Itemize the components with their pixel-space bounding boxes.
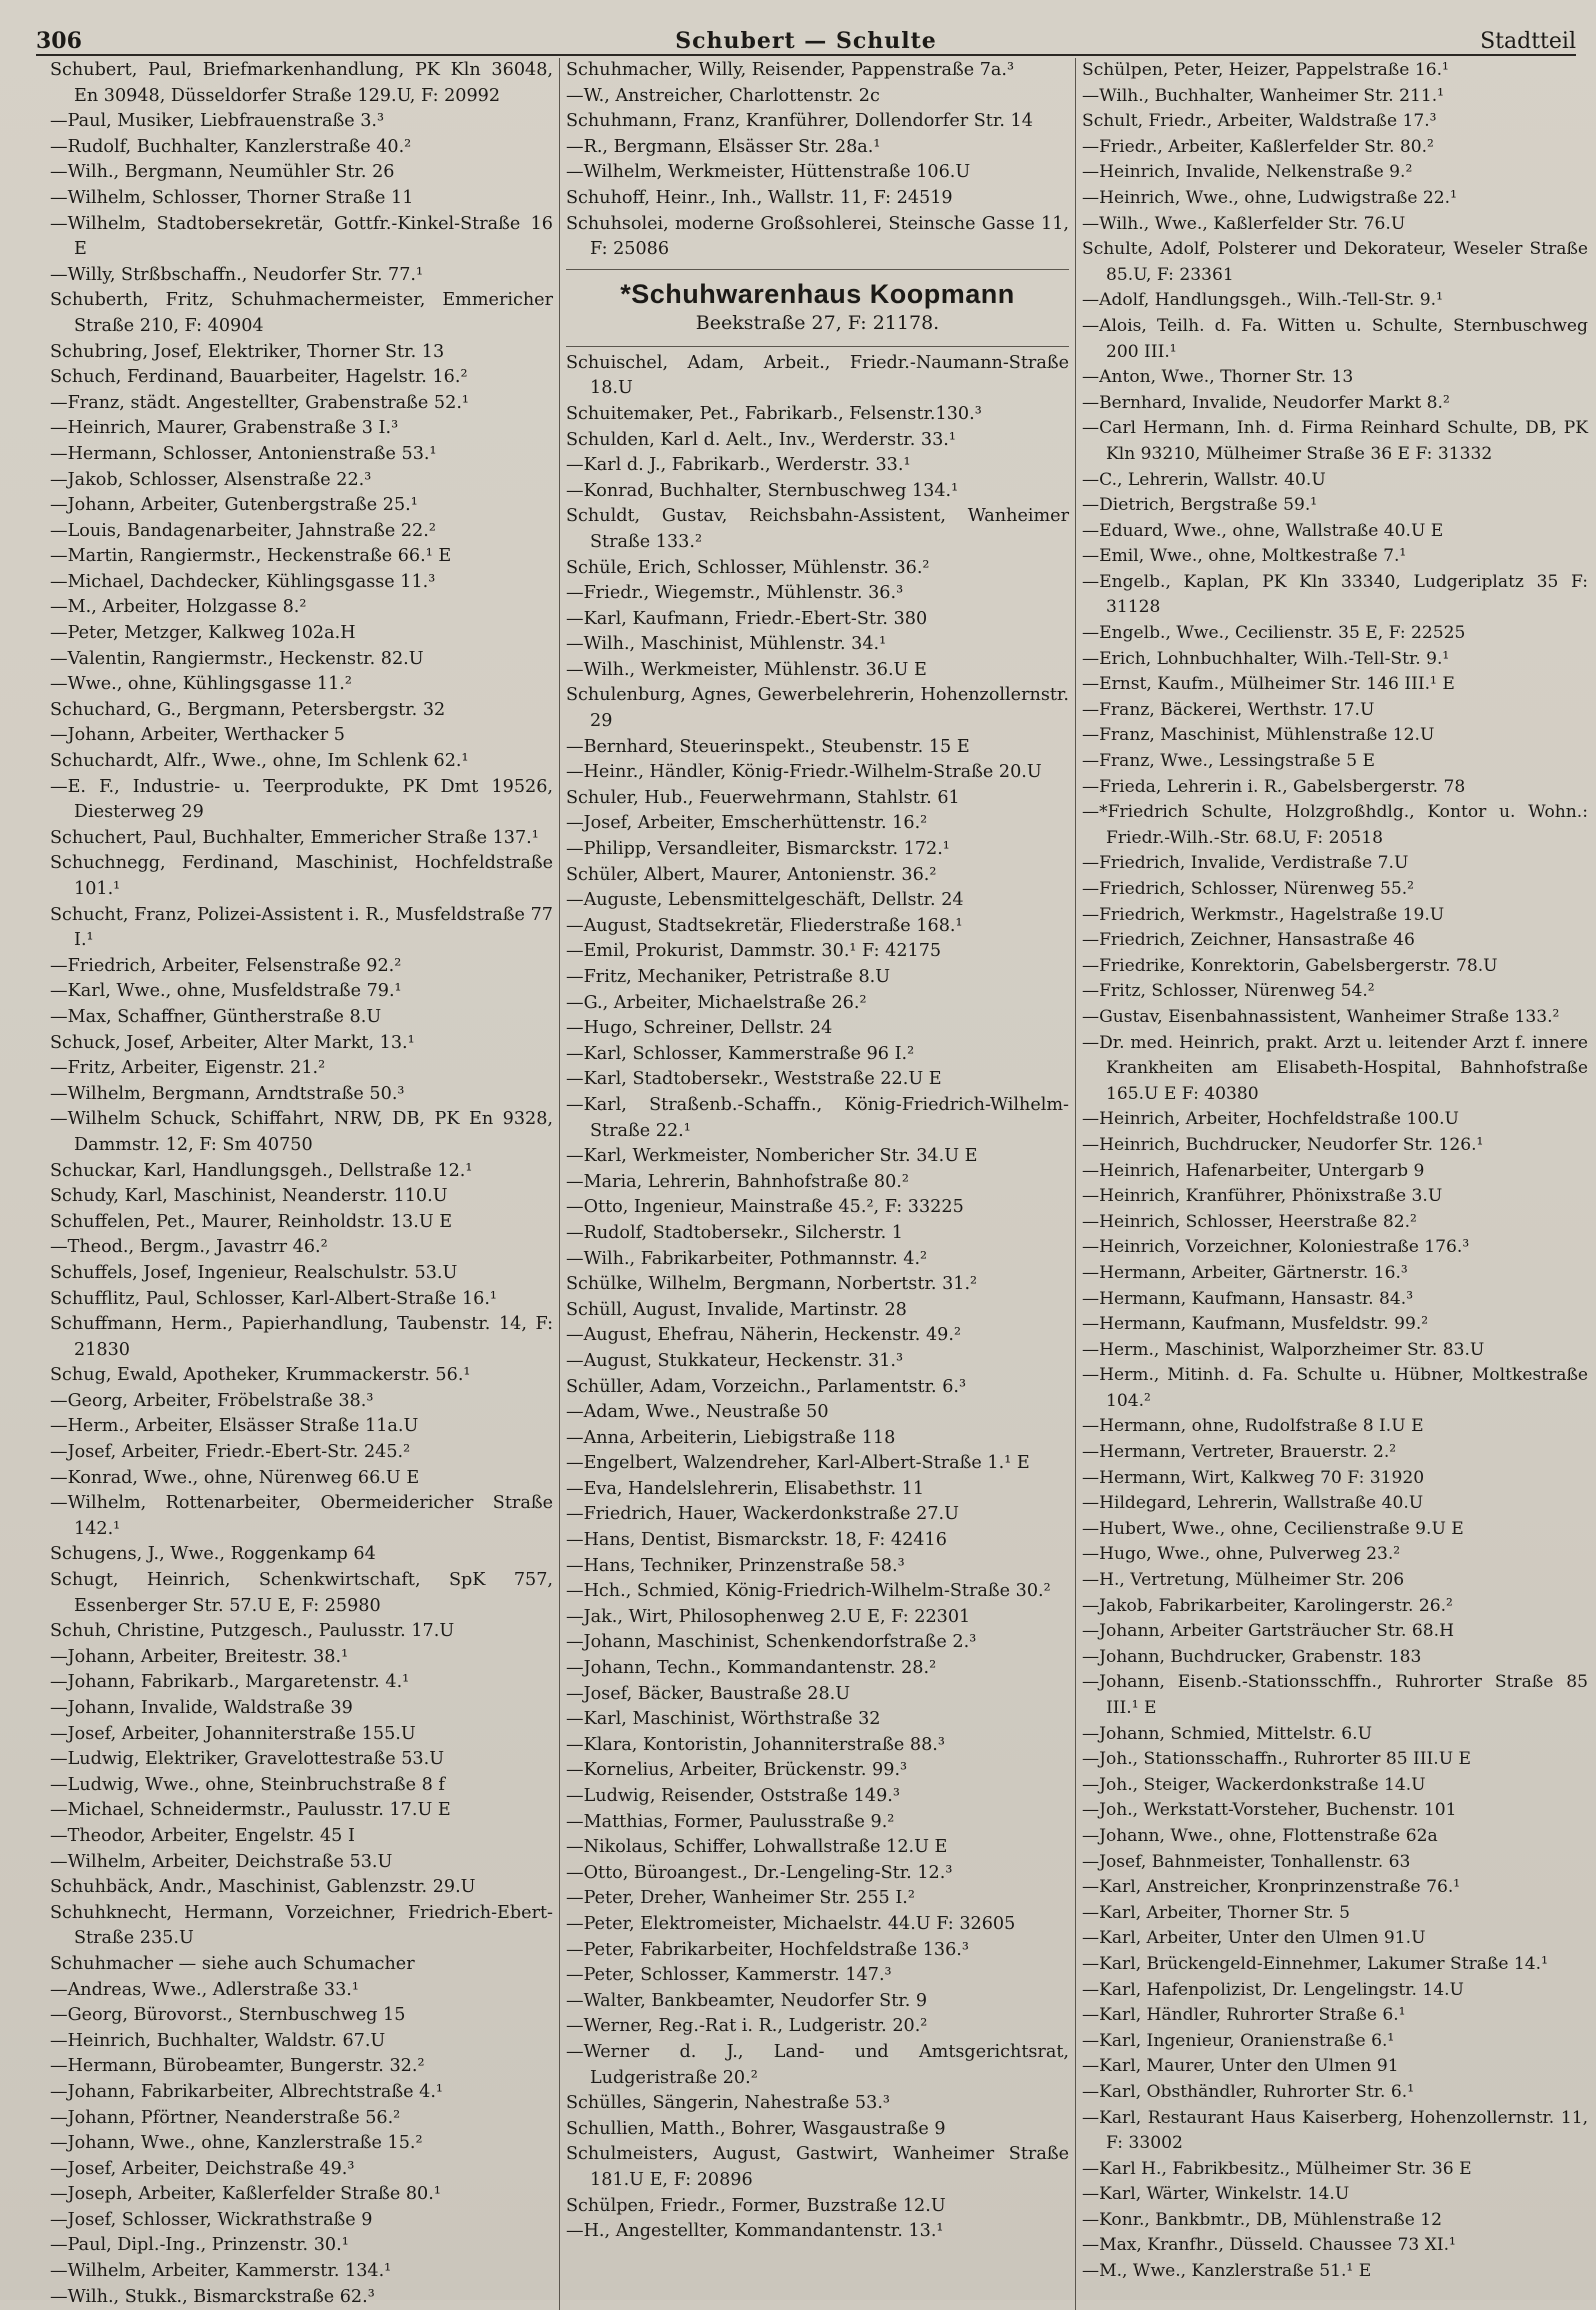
directory-entry: —Karl, Stadtobersekr., Weststraße 22.U E [566,1069,942,1090]
directory-entry: —Werner d. J., Land- und Amtsgerichtsrat, Ludgeristraße 20.² [566,2041,1069,2088]
directory-entry: Schulden, Karl d. Aelt., Inv., Werderstr. 33.¹ [566,429,956,450]
directory-entry: —Dietrich, Bergstraße 59.¹ [1082,495,1318,516]
directory-entry: Schubert, Paul, Briefmarkenhandlung, PK Kln 36048, En 30948, Düsseldorfer Straße 129.U, F: 20992 [50,60,553,106]
directory-entry: Schuch, Ferdinand, Bauarbeiter, Hagelstr. 16.² [50,367,468,388]
directory-entry: —Johann, Wwe., ohne, Flottenstraße 62a [1082,1825,1438,1846]
directory-entry: —Wilh., Wwe., Kaßlerfelder Str. 76.U [1082,213,1406,234]
directory-entry: —Fritz, Arbeiter, Eigenstr. 21.² [50,1058,326,1079]
ad-address: Beekstraße 27, F: 21178. [695,311,940,334]
directory-entry: —H., Vertretung, Mülheimer Str. 206 [1082,1570,1405,1591]
directory-entry: —Heinrich, Maurer, Grabenstraße 3 I.³ [50,418,399,439]
directory-entry: —Hugo, Schreiner, Dellstr. 24 [566,1018,833,1039]
directory-entry: —Konr., Bankbmtr., DB, Mühlenstraße 12 [1082,2209,1443,2230]
directory-entry: Schülpen, Peter, Heizer, Pappelstraße 16.¹ [1082,60,1449,80]
advertisement [566,269,1069,347]
directory-entry: Schulte, Adolf, Polsterer und Dekorateur, Weseler Straße 85.U, F: 23361 [1082,239,1588,285]
directory-entry: —Friedrich, Arbeiter, Felsenstraße 92.² [50,955,402,976]
directory-entry: —Hermann, Arbeiter, Gärtnerstr. 16.³ [1082,1262,1408,1283]
directory-entry: —August, Ehefrau, Näherin, Heckenstr. 49.² [566,1325,962,1346]
directory-entry: —Karl, Arbeiter, Unter den Ulmen 91.U [1082,1928,1426,1949]
directory-entry: —Wilh., Maschinist, Mühlenstr. 34.¹ [566,634,887,655]
columns [44,58,1588,2307]
directory-entry: Schuitemaker, Pet., Fabrikarb., Felsenstr.130.³ [566,403,982,424]
directory-entry: —Karl, Maurer, Unter den Ulmen 91 [1082,2056,1399,2077]
page-header [36,14,1576,56]
directory-entry: —Heinrich, Buchdrucker, Neudorfer Str. 126.¹ [1082,1134,1484,1155]
directory-entry: —Max, Schaffner, Güntherstraße 8.U [50,1006,382,1027]
directory-entry: —Friedrich, Schlosser, Nürenweg 55.² [1082,879,1415,899]
directory-entry: —Rudolf, Buchhalter, Kanzlerstraße 40.² [50,136,412,157]
directory-entry: —Johann, Pförtner, Neanderstraße 56.² [50,2107,401,2128]
directory-entry: Schug, Ewald, Apotheker, Krummackerstr. 56.¹ [50,1365,471,1386]
directory-entry: —Nikolaus, Schiffer, Lohwallstraße 12.U E [566,1837,948,1858]
directory-entry: —Adolf, Handlungsgeh., Wilh.-Tell-Str. 9.¹ [1082,290,1443,311]
directory-entry: —Wilhelm Schuck, Schiffahrt, NRW, DB, PK En 9328, Dammstr. 12, F: Sm 40750 [50,1109,553,1155]
directory-entry: —Hermann, Kaufmann, Hansastr. 84.³ [1082,1288,1414,1309]
directory-entry: —Karl, Kaufmann, Friedr.-Ebert-Str. 380 [566,608,928,629]
directory-entry: —Hildegard, Lehrerin, Wallstraße 40.U [1082,1493,1424,1514]
directory-entry: —Hermann, Wirt, Kalkweg 70 F: 31920 [1082,1467,1425,1488]
directory-entry: —Georg, Bürovorst., Sternbuschweg 15 [50,2005,406,2026]
directory-entry: Schuhsolei, moderne Großsohlerei, Steinsche Gasse 11, F: 25086 [566,213,1069,260]
directory-entry: Schuhbäck, Andr., Maschinist, Gablenzstr. 29.U [50,1877,476,1898]
directory-entry: —Erich, Lohnbuchhalter, Wilh.-Tell-Str. 9.¹ [1082,648,1450,669]
directory-entry: —Karl, Wärter, Winkelstr. 14.U [1082,2184,1350,2205]
directory-entry: —Valentin, Rangiermstr., Heckenstr. 82.U [50,648,424,669]
directory-entry: —Konrad, Wwe., ohne, Nürenweg 66.U E [50,1467,420,1488]
directory-entry: —Josef, Bäcker, Baustraße 28.U [566,1683,851,1704]
directory-entry: —Johann, Arbeiter, Werthacker 5 [50,725,345,746]
directory-entry: —Michael, Schneidermstr., Paulusstr. 17.U E [50,1800,451,1821]
directory-entry: —Hubert, Wwe., ohne, Cecilienstraße 9.U E [1082,1518,1464,1539]
directory-entry: —Adam, Wwe., Neustraße 50 [566,1402,829,1423]
directory-entry: —Dr. med. Heinrich, prakt. Arzt u. leitender Arzt f. innere Krankheiten am Elisabeth-Hospital, Bahnhofstraße 165.U E F: 40380 [1082,1032,1588,1104]
directory-entry: —Jak., Wirt, Philosophenweg 2.U E, F: 22301 [566,1606,971,1627]
directory-entry: —Heinr., Händler, König-Friedr.-Wilhelm-Straße 20.U [566,762,1042,783]
directory-entry: Schüller, Adam, Vorzeichn., Parlamentstr. 6.³ [566,1376,967,1397]
entry-list [50,58,553,2310]
directory-entry: —Karl H., Fabrikbesitz., Mülheimer Str. 36 E [1082,2158,1472,2179]
directory-entry: —Johann, Arbeiter, Gutenbergstraße 25.¹ [50,495,418,516]
directory-entry: —Walter, Bankbeamter, Neudorfer Str. 9 [566,1990,928,2011]
directory-entry: —Karl, Händler, Ruhrorter Straße 6.¹ [1082,2005,1406,2026]
directory-entry: —Paul, Dipl.-Ing., Prinzenstr. 30.¹ [50,2235,349,2256]
directory-entry: —Peter, Schlosser, Kammerstr. 147.³ [566,1965,892,1986]
directory-entry: Schülke, Wilhelm, Bergmann, Norbertstr. 31.² [566,1274,978,1295]
directory-entry: —Herm., Maschinist, Walporzheimer Str. 83.U [1082,1339,1485,1360]
directory-entry: —Wilh., Stukk., Bismarckstraße 62.³ [50,2286,375,2307]
directory-entry: —Karl d. J., Fabrikarb., Werderstr. 33.¹ [566,455,911,476]
directory-entry: Schugens, J., Wwe., Roggenkamp 64 [50,1544,376,1565]
directory-entry: Schulmeisters, August, Gastwirt, Wanheimer Straße 181.U E, F: 20896 [566,2144,1069,2190]
page-title: Schubert — Schulte [675,28,937,54]
directory-entry: —Johann, Fabrikarbeiter, Albrechtstraße 4.¹ [50,2081,443,2102]
directory-entry: —Peter, Dreher, Wanheimer Str. 255 I.² [566,1888,915,1909]
directory-entry: —Frieda, Lehrerin i. R., Gabelsbergerstr. 78 [1082,776,1466,797]
directory-entry: —Georg, Arbeiter, Fröbelstraße 38.³ [50,1390,374,1411]
directory-entry: —Wilhelm, Stadtobersekretär, Gottfr.-Kinkel-Straße 16 E [50,213,553,260]
directory-entry: —Max, Kranfhr., Düsseld. Chaussee 73 XI.¹ [1082,2235,1456,2256]
directory-entry: —Philipp, Versandleiter, Bismarckstr. 172.¹ [566,839,950,860]
directory-entry: —Heinrich, Wwe., ohne, Ludwigstraße 22.¹ [1082,187,1457,208]
directory-entry: —Josef, Arbeiter, Emscherhüttenstr. 16.² [566,813,928,834]
directory-entry: —Fritz, Schlosser, Nürenweg 54.² [1082,981,1375,1002]
directory-entry: —Herm., Mitinh. d. Fa. Schulte u. Hübner, Moltkestraße 104.² [1082,1365,1588,1411]
directory-entry: Schuffelen, Pet., Maurer, Reinholdstr. 13.U E [50,1211,453,1232]
directory-entry: —Franz, Maschinist, Mühlenstraße 12.U [1082,725,1435,746]
directory-entry: —Wilh., Fabrikarbeiter, Pothmannstr. 4.² [566,1248,928,1269]
directory-entry: —Werner, Reg.-Rat i. R., Ludgeristr. 20.² [566,2016,928,2037]
directory-entry: —Theodor, Arbeiter, Engelstr. 45 I [50,1825,355,1846]
directory-entry: Schudy, Karl, Maschinist, Neanderstr. 110.U [50,1186,448,1207]
directory-entry: —Jakob, Fabrikarbeiter, Karolingerstr. 26.² [1082,1595,1453,1616]
directory-entry: —Heinrich, Invalide, Nelkenstraße 9.² [1082,162,1413,183]
directory-entry: —Wilh., Werkmeister, Mühlenstr. 36.U E [566,659,927,680]
directory-entry: —Friedrich, Zeichner, Hansastraße 46 [1082,930,1415,951]
directory-entry: —Josef, Arbeiter, Deichstraße 49.³ [50,2158,355,2179]
directory-entry: —Johann, Fabrikarb., Margaretenstr. 4.¹ [50,1672,410,1693]
directory-entry: —Heinrich, Buchhalter, Waldstr. 67.U [50,2030,386,2051]
directory-entry: —Hans, Dentist, Bismarckstr. 18, F: 42416 [566,1530,947,1551]
directory-entry: —Franz, Bäckerei, Werthstr. 17.U [1082,699,1375,720]
directory-entry: —Hermann, ohne, Rudolfstraße 8 I.U E [1082,1416,1424,1437]
directory-entry: —Maria, Lehrerin, Bahnhofstraße 80.² [566,1171,909,1192]
directory-entry: —Wilhelm, Schlosser, Thorner Straße 11 [50,187,414,208]
directory-entry: —Anton, Wwe., Thorner Str. 13 [1082,367,1354,388]
directory-entry: —Johann, Techn., Kommandantenstr. 28.² [566,1658,937,1679]
directory-entry: —Theod., Bergm., Javastrr 46.² [50,1237,328,1258]
directory-entry: —Emil, Wwe., ohne, Moltkestraße 7.¹ [1082,546,1407,567]
column-3 [1076,58,1594,2310]
directory-entry: —Michael, Dachdecker, Kühlingsgasse 11.³ [50,571,436,592]
directory-entry: —Engelb., Kaplan, PK Kln 33340, Ludgeriplatz 35 F: 31128 [1082,571,1588,618]
directory-entry: —Eva, Handelslehrerin, Elisabethstr. 11 [566,1478,925,1499]
directory-entry: —Hans, Techniker, Prinzenstraße 58.³ [566,1555,905,1576]
directory-entry: —*Friedrich Schulte, Holzgroßhdlg., Kontor u. Wohn.: Friedr.-Wilh.-Str. 68.U, F: 20518 [1082,802,1588,848]
directory-entry: —Hermann, Schlosser, Antonienstraße 53.¹ [50,443,437,464]
directory-entry: —Friedr., Arbeiter, Kaßlerfelder Str. 80.² [1082,136,1434,157]
directory-entry: —Engelbert, Walzendreher, Karl-Albert-Straße 1.¹ E [566,1453,1030,1474]
directory-entry: —Hugo, Wwe., ohne, Pulverweg 23.² [1082,1544,1401,1565]
directory-entry: Schuffels, Josef, Ingenieur, Realschulstr. 53.U [50,1262,458,1283]
directory-entry: —Heinrich, Schlosser, Heerstraße 82.² [1082,1211,1417,1232]
directory-entry: —Engelb., Wwe., Cecilienstr. 35 E, F: 22525 [1082,623,1466,644]
directory-entry: —Josef, Bahnmeister, Tonhallenstr. 63 [1082,1851,1411,1872]
directory-entry: —Friedr., Wiegemstr., Mühlenstr. 36.³ [566,583,904,604]
directory-entry: Schüll, August, Invalide, Martinstr. 28 [566,1299,907,1320]
directory-entry: —Wilhelm, Arbeiter, Deichstraße 53.U [50,1851,393,1872]
directory-entry: Schufflitz, Paul, Schlosser, Karl-Albert-Straße 16.¹ [50,1288,497,1309]
directory-entry: —Paul, Musiker, Liebfrauenstraße 3.³ [50,111,385,132]
directory-entry: Schüler, Albert, Maurer, Antonienstr. 36.² [566,864,937,885]
directory-entry: —Friedrich, Invalide, Verdistraße 7.U [1082,853,1409,874]
directory-entry: Schuchardt, Alfr., Wwe., ohne, Im Schlenk 62.¹ [50,751,469,772]
directory-entry: Schugt, Heinrich, Schenkwirtschaft, SpK 757, Essenberger Str. 57.U E, F: 25980 [50,1570,553,1616]
directory-entry: —W., Anstreicher, Charlottenstr. 2c [566,85,880,106]
directory-entry: —Johann, Schmied, Mittelstr. 6.U [1082,1723,1373,1744]
directory-entry: —Josef, Schlosser, Wickrathstraße 9 [50,2209,373,2230]
directory-entry: —Kornelius, Arbeiter, Brückenstr. 99.³ [566,1760,908,1781]
column-2 [560,58,1076,2310]
directory-entry: —Ludwig, Reisender, Oststraße 149.³ [566,1786,900,1806]
directory-entry: —Karl, Ingenieur, Oranienstraße 6.¹ [1082,2030,1395,2051]
directory-entry: —Josef, Arbeiter, Johanniterstraße 155.U [50,1723,416,1744]
directory-entry: —Johann, Arbeiter Gartsträucher Str. 68.H [1082,1621,1454,1642]
directory-entry: —Heinrich, Kranführer, Phönixstraße 3.U [1082,1186,1443,1207]
directory-entry: —Martin, Rangiermstr., Heckenstraße 66.¹ E [50,546,452,567]
entry-list [566,351,1069,2245]
ad-business-name: *Schuhwarenhaus Koopmann [620,278,1015,309]
directory-entry: —Hch., Schmied, König-Friedrich-Wilhelm-Straße 30.² [566,1581,1051,1602]
directory-entry: Schuberth, Fritz, Schuhmachermeister, Emmericher Straße 210, F: 40904 [50,290,553,336]
directory-entry: Schuhoff, Heinr., Inh., Wallstr. 11, F: 24519 [566,187,953,208]
directory-entry: —Karl, Restaurant Haus Kaiserberg, Hohenzollernstr. 11, F: 33002 [1082,2107,1588,2154]
directory-entry: —Ernst, Kaufm., Mülheimer Str. 146 III.¹ E [1082,674,1455,695]
directory-entry: —Heinrich, Vorzeichner, Koloniestraße 176.³ [1082,1237,1470,1258]
directory-entry: —Emil, Prokurist, Dammstr. 30.¹ F: 42175 [566,941,942,962]
directory-entry: —Wilh., Buchhalter, Wanheimer Str. 211.¹ [1082,85,1445,106]
directory-entry: —Karl, Straßenb.-Schaffn., König-Friedrich-Wilhelm-Straße 22.¹ [566,1094,1069,1141]
directory-entry: Schuckar, Karl, Handlungsgeh., Dellstraße 12.¹ [50,1160,473,1181]
directory-entry: —Herm., Arbeiter, Elsässer Straße 11a.U [50,1416,419,1437]
directory-entry: —Peter, Elektromeister, Michaelstr. 44.U F: 32605 [566,1913,1016,1934]
directory-entry: Schult, Friedr., Arbeiter, Waldstraße 17.³ [1082,111,1437,132]
directory-entry: —Joh., Werkstatt-Vorsteher, Buchenstr. 101 [1082,1800,1457,1821]
directory-entry: —Joh., Steiger, Wackerdonkstraße 14.U [1082,1774,1426,1795]
directory-entry: —Karl, Obsthändler, Ruhrorter Str. 6.¹ [1082,2081,1415,2102]
directory-entry: —Franz, städt. Angestellter, Grabenstraße 52.¹ [50,392,469,413]
directory-entry: —Wilhelm, Arbeiter, Kammerstr. 134.¹ [50,2261,392,2282]
directory-entry: —Karl, Brückengeld-Einnehmer, Lakumer Straße 14.¹ [1082,1953,1548,1974]
directory-entry: —Gustav, Eisenbahnassistent, Wanheimer Straße 133.² [1082,1006,1560,1027]
directory-entry: —Carl Hermann, Inh. d. Firma Reinhard Schulte, DB, PK Kln 93210, Mülheimer Straße 36 E F: 31332 [1082,418,1588,464]
directory-entry: —M., Arbeiter, Holzgasse 8.² [50,597,307,618]
directory-entry: —Klara, Kontoristin, Johanniterstraße 88.³ [566,1734,945,1755]
directory-entry: Schuler, Hub., Feuerwehrmann, Stahlstr. 61 [566,787,960,808]
directory-entry: —Fritz, Mechaniker, Petristraße 8.U [566,967,891,987]
directory-entry: —Wilhelm, Werkmeister, Hüttenstraße 106.U [566,162,971,183]
directory-entry: Schulenburg, Agnes, Gewerbelehrerin, Hohenzollernstr. 29 [566,685,1069,732]
directory-entry: —Peter, Fabrikarbeiter, Hochfeldstraße 136.³ [566,1939,969,1960]
directory-entry: —Karl, Schlosser, Kammerstraße 96 I.² [566,1043,915,1064]
directory-entry: —Otto, Büroangest., Dr.-Lengeling-Str. 12.³ [566,1862,953,1883]
directory-entry: Schullien, Matth., Bohrer, Wasgaustraße 9 [566,2118,946,2139]
directory-entry: —August, Stadtsekretär, Fliederstraße 168.¹ [566,915,963,936]
directory-entry: Schuhmacher — siehe auch Schumacher [50,1953,415,1974]
directory-entry: Schucht, Franz, Polizei-Assistent i. R., Musfeldstraße 77 I.¹ [50,904,553,951]
column-1 [44,58,560,2310]
directory-entry: Schuldt, Gustav, Reichsbahn-Assistent, Wanheimer Straße 133.² [566,506,1069,552]
directory-entry: —Friedrich, Hauer, Wackerdonkstraße 27.U [566,1504,959,1525]
directory-entry: —Johann, Wwe., ohne, Kanzlerstraße 15.² [50,2133,423,2154]
directory-entry: —Hermann, Vertreter, Brauerstr. 2.² [1082,1442,1397,1463]
directory-entry: —Andreas, Wwe., Adlerstraße 33.¹ [50,1979,359,2000]
directory-entry: —Bernhard, Steuerinspekt., Steubenstr. 15 E [566,736,970,757]
directory-entry: —Wilh., Bergmann, Neumühler Str. 26 [50,162,395,183]
directory-entry: —Konrad, Buchhalter, Sternbuschweg 134.¹ [566,480,959,501]
directory-entry: —Rudolf, Stadtobersekr., Silcherstr. 1 [566,1222,903,1243]
directory-entry: —Eduard, Wwe., ohne, Wallstraße 40.U E [1082,520,1444,541]
directory-entry: —Jakob, Schlosser, Alsenstraße 22.³ [50,469,372,490]
directory-entry: —Matthias, Former, Paulusstraße 9.² [566,1811,895,1832]
directory-entry: —Karl, Arbeiter, Thorner Str. 5 [1082,1902,1350,1923]
directory-entry: —Josef, Arbeiter, Friedr.-Ebert-Str. 245.² [50,1442,411,1463]
directory-entry: Schüle, Erich, Schlosser, Mühlenstr. 36.² [566,557,930,578]
directory-entry: Schuchard, G., Bergmann, Petersbergstr. 32 [50,699,446,720]
entry-list [566,58,1069,263]
directory-entry: —Joseph, Arbeiter, Kaßlerfelder Straße 80.¹ [50,2184,441,2205]
directory-entry: —Friedrich, Werkmstr., Hagelstraße 19.U [1082,904,1445,925]
directory-entry: Schuhknecht, Hermann, Vorzeichner, Friedrich-Ebert-Straße 235.U [50,1902,553,1949]
directory-entry: —Ludwig, Elektriker, Gravelottestraße 53.U [50,1749,445,1770]
directory-entry: —Johann, Eisenb.-Stationsschffn., Ruhrorter Straße 85 III.¹ E [1082,1672,1588,1718]
page-number: 306 [36,28,82,54]
directory-entry: Schülpen, Friedr., Former, Buzstraße 12.U [566,2195,946,2216]
directory-entry: Schuhmann, Franz, Kranführer, Dollendorfer Str. 14 [566,111,1033,132]
directory-entry: —Anna, Arbeiterin, Liebigstraße 118 [566,1427,896,1448]
directory-entry: —Heinrich, Hafenarbeiter, Untergarb 9 [1082,1160,1425,1181]
directory-entry: Schuffmann, Herm., Papierhandlung, Taubenstr. 14, F: 21830 [50,1314,553,1360]
entry-list [1082,58,1588,2285]
directory-entry: —G., Arbeiter, Michaelstraße 26.² [566,992,867,1013]
directory-entry: —Otto, Ingenieur, Mainstraße 45.², F: 33225 [566,1197,964,1218]
directory-entry: —Wilhelm, Rottenarbeiter, Obermeidericher Straße 142.¹ [50,1493,553,1539]
directory-entry: —Johann, Arbeiter, Breitestr. 38.¹ [50,1646,349,1667]
directory-entry: —Karl, Wwe., ohne, Musfeldstraße 79.¹ [50,981,402,1002]
directory-entry: Schuchert, Paul, Buchhalter, Emmericher Straße 137.¹ [50,827,539,848]
section-label: Stadtteil [1480,29,1576,54]
directory-entry: —Heinrich, Arbeiter, Hochfeldstraße 100.U [1082,1109,1459,1130]
directory-entry: —H., Angestellter, Kommandantenstr. 13.¹ [566,2221,944,2242]
directory-entry: —Louis, Bandagenarbeiter, Jahnstraße 22.² [50,520,436,541]
directory-entry: —Ludwig, Wwe., ohne, Steinbruchstraße 8 f [50,1774,445,1795]
directory-entry: Schuischel, Adam, Arbeit., Friedr.-Naumann-Straße 18.U [566,352,1069,399]
directory-entry: —E. F., Industrie- u. Teerprodukte, PK Dmt 19526, Diesterweg 29 [50,776,553,823]
directory-entry: —Joh., Stationsschaffn., Ruhrorter 85 III.U E [1082,1749,1472,1770]
directory-entry: —Karl, Werkmeister, Nombericher Str. 34.U E [566,1146,978,1167]
directory-entry: Schubring, Josef, Elektriker, Thorner Str. 13 [50,341,445,362]
directory-entry: —Karl, Hafenpolizist, Dr. Lengelingstr. 14.U [1082,1979,1464,2000]
directory-entry: —Hermann, Kaufmann, Musfeldstr. 99.² [1082,1314,1429,1335]
directory-entry: —August, Stukkateur, Heckenstr. 31.³ [566,1350,904,1371]
directory-entry: —Johann, Maschinist, Schenkendorfstraße 2.³ [566,1632,977,1653]
directory-entry: —C., Lehrerin, Wallstr. 40.U [1082,469,1326,490]
directory-entry: Schuchnegg, Ferdinand, Maschinist, Hochfeldstraße 101.¹ [50,853,553,899]
directory-entry: —Willy, Strßbschaffn., Neudorfer Str. 77.¹ [50,264,424,285]
directory-entry: —R., Bergmann, Elsässer Str. 28a.¹ [566,136,881,157]
directory-entry: —Hermann, Bürobeamter, Bungerstr. 32.² [50,2056,425,2077]
directory-entry: —Johann, Invalide, Waldstraße 39 [50,1698,353,1718]
directory-entry: Schuhmacher, Willy, Reisender, Pappenstraße 7a.³ [566,60,1015,80]
directory-entry: —Peter, Metzger, Kalkweg 102a.H [50,623,356,644]
directory-entry: Schülles, Sängerin, Nahestraße 53.³ [566,2093,890,2114]
directory-entry: —M., Wwe., Kanzlerstraße 51.¹ E [1082,2261,1372,2282]
directory-entry: —Franz, Wwe., Lessingstraße 5 E [1082,751,1376,772]
directory-entry: —Karl, Maschinist, Wörthstraße 32 [566,1709,881,1730]
directory-entry: —Wwe., ohne, Kühlingsgasse 11.² [50,674,352,695]
directory-entry: —Johann, Buchdrucker, Grabenstr. 183 [1082,1646,1422,1667]
directory-entry: —Wilhelm, Bergmann, Arndtstraße 50.³ [50,1083,405,1104]
directory-entry: —Friedrike, Konrektorin, Gabelsbergerstr. 78.U [1082,955,1498,976]
directory-entry: Schuh, Christine, Putzgesch., Paulusstr. 17.U [50,1621,455,1642]
directory-entry: —Alois, Teilh. d. Fa. Witten u. Schulte, Sternbuschweg 200 III.¹ [1082,315,1588,362]
directory-entry: —Karl, Anstreicher, Kronprinzenstraße 76.¹ [1082,1877,1461,1898]
directory-entry: Schuck, Josef, Arbeiter, Alter Markt, 13.¹ [50,1032,415,1053]
directory-entry: —Auguste, Lebensmittelgeschäft, Dellstr. 24 [566,890,964,911]
directory-entry: —Bernhard, Invalide, Neudorfer Markt 8.² [1082,392,1450,413]
